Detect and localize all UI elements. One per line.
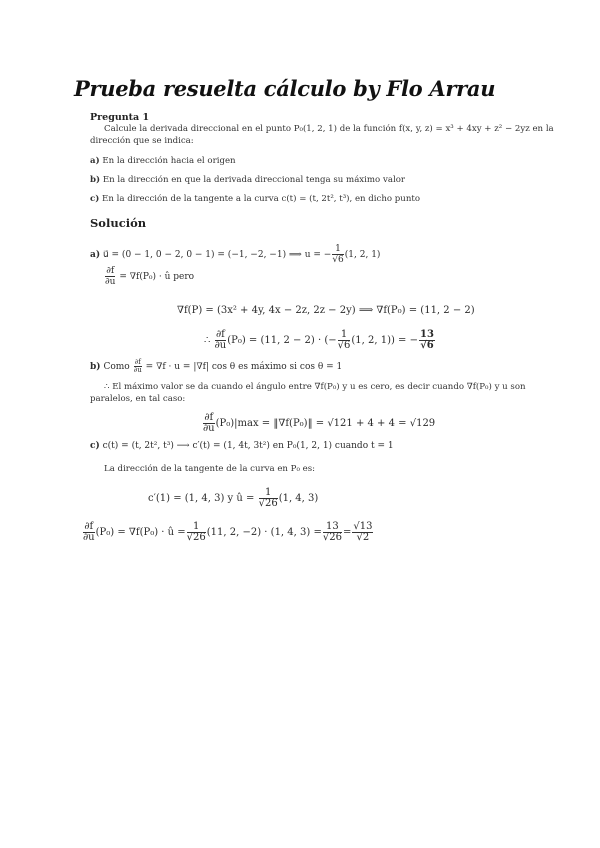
solution-a-label: a) (90, 250, 101, 260)
fraction-denominator: √26 (322, 532, 342, 543)
result-text: (1, 2, 1)) = − (351, 335, 418, 346)
fraction-denominator: √2 (356, 532, 370, 543)
fraction-numerator: ∂f (84, 521, 94, 532)
fraction (187, 522, 206, 543)
solution-b-max (202, 413, 435, 434)
final-text: (11, 2, −2) · (1, 4, 3) = (206, 527, 322, 538)
final-text: (P₀) = ∇f(P₀) · û = (95, 527, 186, 538)
fraction-numerator: ∂f (204, 412, 214, 423)
question-item-a (90, 156, 236, 167)
question-item-b (90, 175, 405, 186)
solution-a-line2-tail: = ∇f(P₀) · û pero (119, 272, 195, 282)
fraction-numerator: √13 (353, 521, 373, 532)
solution-c-line1 (90, 441, 394, 451)
max-value-text: (P₀)|max = ‖∇f(P₀)‖ = √121 + 4 + 4 = √129 (215, 418, 436, 429)
question-heading: Pregunta 1 (90, 112, 150, 123)
fraction-denominator: √6 (337, 340, 351, 351)
question-item-label: b) (90, 175, 101, 185)
solution-b-line1 (90, 359, 342, 374)
equals-sign: = (342, 527, 352, 538)
fraction-numerator: 1 (259, 488, 278, 499)
therefore-symbol: ∴ (204, 335, 211, 346)
fraction (323, 522, 342, 543)
solution-c-text: c(t) = (t, 2t², t³) ⟶ c′(t) = (1, 4t, 3t²) en P₀(1, 2, 1) cuando t = 1 (102, 441, 394, 451)
page-title: Prueba resuelta cálculo by Flo Arrau (74, 76, 496, 101)
fraction-denominator: ∂u (105, 277, 116, 287)
fraction-numerator: 1 (332, 244, 343, 255)
solution-c-line2: La dirección de la tangente de la curva en P₀ es: (104, 464, 316, 474)
question-statement-line2: dirección que se indica: (90, 136, 194, 146)
fraction-denominator: ∂u (133, 366, 142, 374)
fraction (215, 330, 227, 351)
solution-b-line2: ∴ El máximo valor se da cuando el ángulo entre ∇f(P₀) y u es cero, es decir cuando ∇f(P₀) y u son (104, 382, 526, 392)
fraction-denominator: ∂u (214, 340, 227, 351)
solution-b-line3: paralelos, en tal caso: (90, 394, 186, 404)
fraction-denominator: ∂u (203, 423, 215, 434)
fraction-numerator: ∂f (134, 358, 141, 366)
fraction (419, 330, 435, 351)
solution-b-label: b) (90, 362, 101, 372)
fraction-denominator: √6 (420, 340, 434, 351)
question-item-text: En la dirección en que la derivada direccional tenga su máximo valor (102, 175, 405, 185)
question-item-text: En la dirección hacia el origen (102, 156, 236, 166)
solution-a-tail: (1, 2, 1) (344, 250, 381, 260)
fraction (332, 244, 343, 265)
fraction-denominator: √6 (332, 255, 344, 265)
fraction (134, 359, 142, 374)
fraction (338, 330, 351, 351)
question-item-text: En la dirección de la tangente a la curva c(t) = (t, 2t², t³), en dicho punto (102, 194, 421, 204)
fraction (203, 413, 215, 434)
fraction-numerator: 13 (323, 522, 342, 533)
result-text: (P₀) = (11, 2 − 2) · (− (227, 335, 337, 346)
fraction-numerator: 13 (420, 329, 434, 340)
question-item-label: c) (90, 194, 100, 204)
solution-b-text: = ∇f · u = |∇f| cos θ es máximo si cos θ = 1 (145, 362, 343, 372)
fraction (105, 266, 115, 287)
fraction-denominator: √26 (186, 532, 206, 543)
fraction (259, 488, 278, 509)
question-statement-line1: Calcule la derivada direccional en el punto P₀(1, 2, 1) de la función f(x, y, z) = x³ + 4xy + z² − 2yz en la (104, 124, 554, 134)
solution-heading: Solución (90, 216, 147, 230)
fraction-numerator: 1 (338, 330, 351, 341)
fraction (352, 522, 373, 543)
gradient-line: ∇f(P) = (3x² + 4y, 4x − 2z, 2z − 2y) ⟹ ∇f(P₀) = (11, 2 − 2) (177, 305, 475, 316)
solution-b-text: Como (103, 362, 130, 372)
question-item-label: a) (90, 156, 100, 166)
solution-c-label: c) (90, 441, 100, 451)
solution-a-line2 (104, 266, 194, 287)
tangent-text: c′(1) = (1, 4, 3) y û = (148, 493, 255, 504)
tangent-text: (1, 4, 3) (278, 493, 319, 504)
solution-a-line1 (90, 244, 380, 265)
fraction-denominator: √26 (258, 498, 278, 509)
tangent-vector-line (148, 488, 318, 509)
fraction-denominator: ∂u (83, 532, 95, 543)
fraction (83, 522, 95, 543)
fraction-numerator: ∂f (215, 329, 225, 340)
fraction-numerator: 1 (187, 522, 206, 533)
question-item-c (90, 194, 420, 205)
fraction-numerator: ∂f (106, 266, 115, 276)
solution-a-result (204, 330, 436, 351)
solution-a-text: u⃗ = (0 − 1, 0 − 2, 0 − 1) = (−1, −2, −1) ⟹ u = − (102, 250, 332, 260)
final-result-line (82, 522, 374, 543)
